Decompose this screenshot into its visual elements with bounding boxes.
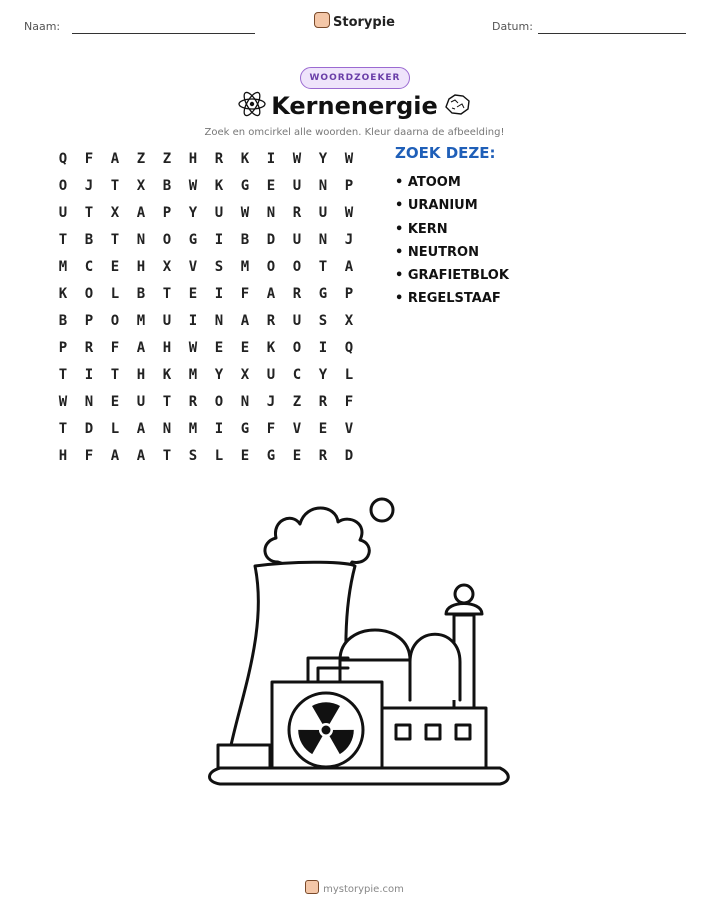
grid-letter[interactable]: D (84, 421, 94, 437)
grid-letter[interactable]: U (136, 394, 146, 410)
grid-letter[interactable]: U (292, 313, 302, 329)
grid-letter[interactable]: R (84, 340, 94, 356)
grid-letter[interactable]: H (136, 259, 146, 275)
grid-letter[interactable]: A (240, 313, 250, 329)
grid-letter[interactable]: F (110, 340, 120, 356)
grid-letter[interactable]: I (214, 232, 224, 248)
grid-letter[interactable]: B (162, 178, 172, 194)
word-item: • URANIUM (395, 198, 478, 214)
grid-letter[interactable]: E (110, 394, 120, 410)
grid-letter[interactable]: E (110, 259, 120, 275)
grid-letter[interactable]: H (162, 340, 172, 356)
grid-letter[interactable]: K (58, 286, 68, 302)
grid-letter[interactable]: X (110, 205, 120, 221)
grid-letter[interactable]: N (240, 394, 250, 410)
grid-letter[interactable]: T (110, 367, 120, 383)
word-item: • REGELSTAAF (395, 291, 501, 307)
grid-letter[interactable]: O (162, 232, 172, 248)
grid-letter[interactable]: H (188, 151, 198, 167)
grid-letter[interactable]: F (240, 286, 250, 302)
grid-letter[interactable]: V (344, 421, 354, 437)
grid-letter[interactable]: B (84, 232, 94, 248)
grid-letter[interactable]: L (110, 421, 120, 437)
grid-letter[interactable]: K (266, 340, 276, 356)
storypie-logo-icon (314, 12, 330, 28)
grid-letter[interactable]: R (318, 448, 328, 464)
grid-letter[interactable]: A (266, 286, 276, 302)
grid-letter[interactable]: J (344, 232, 354, 248)
grid-letter[interactable]: M (188, 421, 198, 437)
word-item: • KERN (395, 221, 448, 237)
grid-letter[interactable]: G (266, 448, 276, 464)
grid-letter[interactable]: W (188, 178, 198, 194)
word-item: • NEUTRON (395, 244, 479, 260)
grid-letter[interactable]: Q (58, 151, 68, 167)
grid-letter[interactable]: U (318, 205, 328, 221)
grid-letter[interactable]: W (344, 205, 354, 221)
grid-letter[interactable]: F (266, 421, 276, 437)
footer (0, 880, 709, 895)
grid-letter[interactable]: X (136, 178, 146, 194)
brand-name: Storypie (333, 15, 395, 30)
grid-letter[interactable]: O (266, 259, 276, 275)
grid-letter[interactable]: W (344, 151, 354, 167)
grid-letter[interactable]: C (84, 259, 94, 275)
grid-letter[interactable]: L (214, 448, 224, 464)
grid-row (50, 389, 362, 416)
grid-letter[interactable]: Z (292, 394, 302, 410)
grid-letter[interactable]: R (292, 286, 302, 302)
grid-row (50, 227, 362, 254)
grid-letter[interactable]: H (136, 367, 146, 383)
grid-row (50, 254, 362, 281)
brand (0, 12, 709, 30)
grid-letter[interactable]: E (188, 286, 198, 302)
grid-letter[interactable]: D (266, 232, 276, 248)
grid-letter[interactable]: W (58, 394, 68, 410)
date-field-line[interactable] (538, 33, 686, 34)
grid-letter[interactable]: A (110, 448, 120, 464)
grid-letter[interactable]: T (110, 232, 120, 248)
grid-letter[interactable]: Z (162, 151, 172, 167)
grid-letter[interactable]: M (188, 367, 198, 383)
grid-letter[interactable]: U (214, 205, 224, 221)
grid-letter[interactable]: S (188, 448, 198, 464)
grid-letter[interactable]: J (266, 394, 276, 410)
grid-letter[interactable]: L (110, 286, 120, 302)
nuclear-power-plant-illustration[interactable] (200, 490, 510, 794)
grid-letter[interactable]: E (292, 448, 302, 464)
grid-letter[interactable]: N (266, 205, 276, 221)
puzzle-type-badge: WOORDZOEKER (300, 67, 410, 89)
grid-letter[interactable]: R (266, 313, 276, 329)
grid-letter[interactable]: L (344, 367, 354, 383)
grid-letter[interactable]: V (188, 259, 198, 275)
grid-letter[interactable]: I (214, 421, 224, 437)
instructions: Zoek en omcirkel alle woorden. Kleur daarna de afbeelding! (204, 127, 505, 138)
grid-letter[interactable]: I (266, 151, 276, 167)
grid-letter[interactable]: S (318, 313, 328, 329)
grid-letter[interactable]: S (214, 259, 224, 275)
word-search-grid[interactable] (50, 146, 362, 470)
grid-letter[interactable]: N (136, 232, 146, 248)
grid-letter[interactable]: W (240, 205, 250, 221)
grid-letter[interactable]: F (344, 394, 354, 410)
grid-letter[interactable]: P (162, 205, 172, 221)
grid-letter[interactable]: F (84, 448, 94, 464)
grid-letter[interactable]: T (58, 232, 68, 248)
grid-letter[interactable]: T (162, 286, 172, 302)
grid-letter[interactable]: R (292, 205, 302, 221)
grid-row (50, 335, 362, 362)
grid-letter[interactable]: Z (136, 151, 146, 167)
grid-letter[interactable]: U (162, 313, 172, 329)
word-item: • ATOOM (395, 175, 461, 190)
grid-letter[interactable]: C (292, 367, 302, 383)
grid-letter[interactable]: X (344, 313, 354, 329)
grid-letter[interactable]: A (136, 205, 146, 221)
grid-letter[interactable]: J (84, 178, 94, 194)
grid-letter[interactable]: K (162, 367, 172, 383)
grid-letter[interactable]: T (162, 394, 172, 410)
grid-letter[interactable]: T (162, 448, 172, 464)
grid-letter[interactable]: A (136, 448, 146, 464)
grid-letter[interactable]: A (110, 151, 120, 167)
grid-letter[interactable]: I (214, 286, 224, 302)
grid-letter[interactable]: D (344, 448, 354, 464)
grid-letter[interactable]: T (58, 421, 68, 437)
grid-letter[interactable]: O (292, 340, 302, 356)
name-label: Naam: (24, 20, 61, 33)
grid-letter[interactable]: E (214, 340, 224, 356)
grid-letter[interactable]: B (58, 313, 68, 329)
grid-letter[interactable]: P (84, 313, 94, 329)
grid-letter[interactable]: K (240, 151, 250, 167)
storypie-logo-icon (305, 880, 319, 894)
grid-letter[interactable]: P (58, 340, 68, 356)
grid-letter[interactable]: O (292, 259, 302, 275)
grid-letter[interactable]: U (58, 205, 68, 221)
grid-letter[interactable]: X (240, 367, 250, 383)
grid-letter[interactable]: U (292, 178, 302, 194)
grid-letter[interactable]: N (84, 394, 94, 410)
grid-letter[interactable]: N (318, 232, 328, 248)
grid-letter[interactable]: T (110, 178, 120, 194)
grid-letter[interactable]: G (240, 178, 250, 194)
grid-letter[interactable]: G (318, 286, 328, 302)
date-label: Datum: (492, 20, 533, 33)
grid-letter[interactable]: Y (188, 205, 198, 221)
grid-letter[interactable]: G (188, 232, 198, 248)
grid-row (50, 443, 362, 470)
grid-letter[interactable]: P (344, 178, 354, 194)
grid-letter[interactable]: T (58, 367, 68, 383)
grid-letter[interactable]: K (214, 178, 224, 194)
grid-row (50, 362, 362, 389)
grid-letter[interactable]: F (84, 151, 94, 167)
grid-letter[interactable]: W (292, 151, 302, 167)
footer-url: mystorypie.com (323, 884, 404, 895)
grid-letter[interactable]: W (188, 340, 198, 356)
grid-letter[interactable]: Y (214, 367, 224, 383)
grid-letter[interactable]: T (84, 205, 94, 221)
grid-letter[interactable]: I (318, 340, 328, 356)
grid-letter[interactable]: M (136, 313, 146, 329)
name-field-line[interactable] (72, 33, 255, 34)
grid-letter[interactable]: N (214, 313, 224, 329)
word-list-title: ZOEK DEZE: (395, 144, 496, 162)
grid-letter[interactable]: U (266, 367, 276, 383)
grid-letter[interactable]: A (136, 421, 146, 437)
grid-row (50, 173, 362, 200)
word-item: • GRAFIETBLOK (395, 268, 509, 284)
grid-letter[interactable]: B (240, 232, 250, 248)
grid-letter[interactable]: R (214, 151, 224, 167)
grid-letter[interactable]: T (318, 259, 328, 275)
grid-letter[interactable]: M (240, 259, 250, 275)
grid-letter[interactable]: E (240, 340, 250, 356)
grid-row (50, 200, 362, 227)
word-list (395, 144, 509, 311)
grid-letter[interactable]: P (344, 286, 354, 302)
grid-letter[interactable]: O (110, 313, 120, 329)
grid-letter[interactable]: X (162, 259, 172, 275)
grid-letter[interactable]: N (162, 421, 172, 437)
grid-letter[interactable]: G (240, 421, 250, 437)
grid-row (50, 416, 362, 443)
grid-row (50, 146, 362, 173)
rock-icon (442, 89, 472, 123)
grid-letter[interactable]: Y (318, 151, 328, 167)
grid-letter[interactable]: I (84, 367, 94, 383)
grid-letter[interactable]: Q (344, 340, 354, 356)
grid-letter[interactable]: R (188, 394, 198, 410)
grid-letter[interactable]: R (318, 394, 328, 410)
grid-letter[interactable]: E (266, 178, 276, 194)
page-title: Kernenergie (271, 92, 438, 120)
grid-row (50, 308, 362, 335)
grid-letter[interactable]: A (344, 259, 354, 275)
grid-letter[interactable]: O (58, 178, 68, 194)
grid-letter[interactable]: A (136, 340, 146, 356)
grid-letter[interactable]: E (240, 448, 250, 464)
grid-letter[interactable]: U (292, 232, 302, 248)
grid-letter[interactable]: O (84, 286, 94, 302)
grid-letter[interactable]: M (58, 259, 68, 275)
grid-letter[interactable]: N (318, 178, 328, 194)
grid-letter[interactable]: V (292, 421, 302, 437)
grid-letter[interactable]: B (136, 286, 146, 302)
grid-letter[interactable]: H (58, 448, 68, 464)
grid-letter[interactable]: O (214, 394, 224, 410)
grid-letter[interactable]: E (318, 421, 328, 437)
grid-letter[interactable]: I (188, 313, 198, 329)
grid-letter[interactable]: Y (318, 367, 328, 383)
grid-row (50, 281, 362, 308)
